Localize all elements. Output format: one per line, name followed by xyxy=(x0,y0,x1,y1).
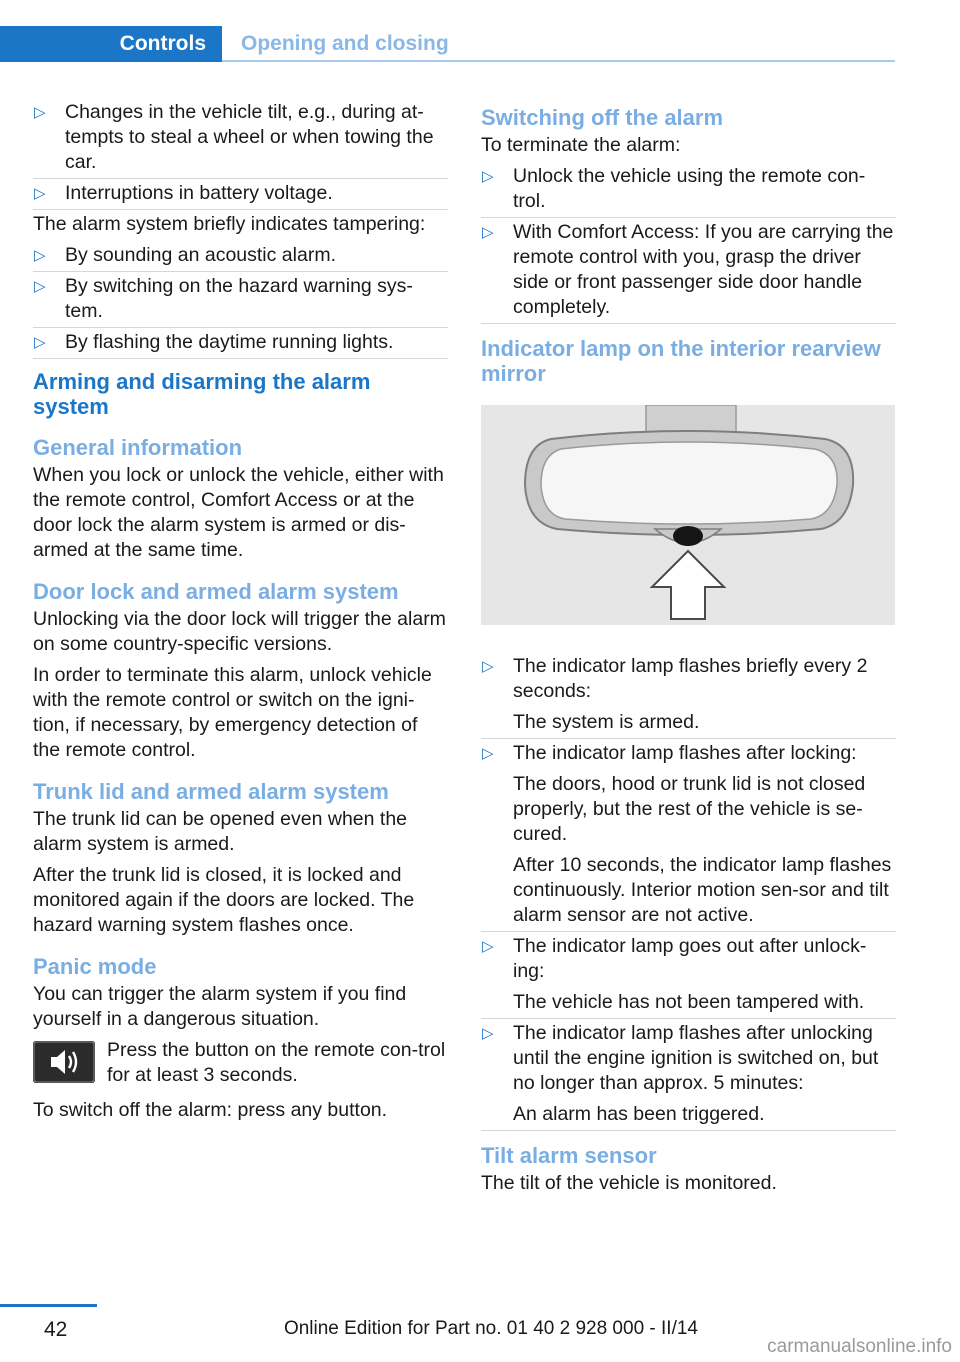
list-item: ▷ Changes in the vehicle tilt, e.g., during at-tempts to steal a wheel or when towing the car. xyxy=(33,100,448,175)
list-item: ▷ By switching on the hazard warning sys-tem. xyxy=(33,274,448,324)
panic-icon-text: Press the button on the remote con-trol for at least 3 seconds. xyxy=(107,1039,446,1086)
general-heading: General information xyxy=(33,435,243,460)
page-number: 42 xyxy=(44,1318,68,1341)
left-column xyxy=(33,100,448,1129)
doorlock-text-2: In order to terminate this alarm, unlock vehicle with the remote control or switch on the igni-tion, if necessary, by emergency detection of the remote control. xyxy=(33,664,432,761)
right-column xyxy=(481,100,896,1202)
chapter-tab: Controls xyxy=(0,26,222,62)
list-item: ▷ The indicator lamp goes out after unlock-ing: The vehicle has not been tampered with. xyxy=(481,934,896,1015)
list-item: ▷ Unlock the vehicle using the remote con-trol. xyxy=(481,164,896,214)
tamper-intro: The alarm system briefly indicates tampering: xyxy=(33,213,426,235)
trunk-text-1: The trunk lid can be opened even when the alarm system is armed. xyxy=(33,808,408,855)
list-item: ▷ The indicator lamp flashes after unlocking until the engine ignition is switched on, but no longer than approx. 5 minutes: An alarm has been triggered. xyxy=(481,1021,896,1127)
tilt-sensor-heading: Tilt alarm sensor xyxy=(481,1143,657,1168)
doorlock-heading: Door lock and armed alarm system xyxy=(33,579,399,604)
section-title: Opening and closing xyxy=(241,32,449,55)
list-item: ▷ Interruptions in battery voltage. xyxy=(33,181,448,206)
footer-rule xyxy=(0,1304,97,1307)
list-item: ▷ By flashing the daytime running lights. xyxy=(33,330,448,355)
trunk-text-2: After the trunk lid is closed, it is locked and monitored again if the doors are locked. The hazard warning system flashes once. xyxy=(33,864,415,936)
list-item: ▷ The indicator lamp flashes briefly every 2 seconds: The system is armed. xyxy=(481,654,896,735)
panic-text: You can trigger the alarm system if you find yourself in a dangerous situation. xyxy=(33,983,407,1030)
switchoff-heading: Switching off the alarm xyxy=(481,105,724,130)
switchoff-list xyxy=(481,164,896,320)
tilt-list xyxy=(33,100,448,206)
list-item: ▷ The indicator lamp flashes after locking: The doors, hood or trunk lid is not closed properly, but the rest of the vehicle is se-cured. After 10 seconds, the indicator lamp flashes continuously. Interior motion sen-sor and tilt alarm sensor are not active. xyxy=(481,741,896,928)
indicator-heading: Indicator lamp on the interior rearview mirror xyxy=(481,336,881,386)
page-header xyxy=(0,26,895,62)
trunk-heading: Trunk lid and armed alarm system xyxy=(33,779,389,804)
list-item: ▷ With Comfort Access: If you are carrying the remote control with you, grasp the driver side or front passenger side door handle completely. xyxy=(481,220,896,320)
general-text: When you lock or unlock the vehicle, either with the remote control, Comfort Access or at the door lock the alarm system is armed or dis-armed at the same time. xyxy=(33,464,444,561)
watermark: carmanualsonline.info xyxy=(767,1336,952,1357)
panic-heading: Panic mode xyxy=(33,954,157,979)
arming-heading: Arming and disarming the alarm system xyxy=(33,369,371,419)
indicator-list xyxy=(481,654,896,1127)
header-rule xyxy=(222,60,895,62)
doorlock-text-1: Unlocking via the door lock will trigger the alarm on some country-specific versions. xyxy=(33,608,446,655)
speaker-icon xyxy=(33,1041,95,1083)
list-item: ▷ By sounding an acoustic alarm. xyxy=(33,243,448,268)
tilt-sensor-text: The tilt of the vehicle is monitored. xyxy=(481,1172,777,1194)
edition-text: Online Edition for Part no. 01 40 2 928 000 - II/14 xyxy=(283,1318,698,1339)
panic-button-row xyxy=(33,1038,448,1088)
switch-off-text: To switch off the alarm: press any button. xyxy=(33,1099,388,1121)
rearview-mirror-illustration xyxy=(481,405,895,625)
switchoff-intro: To terminate the alarm: xyxy=(481,134,681,156)
tamper-list xyxy=(33,243,448,355)
